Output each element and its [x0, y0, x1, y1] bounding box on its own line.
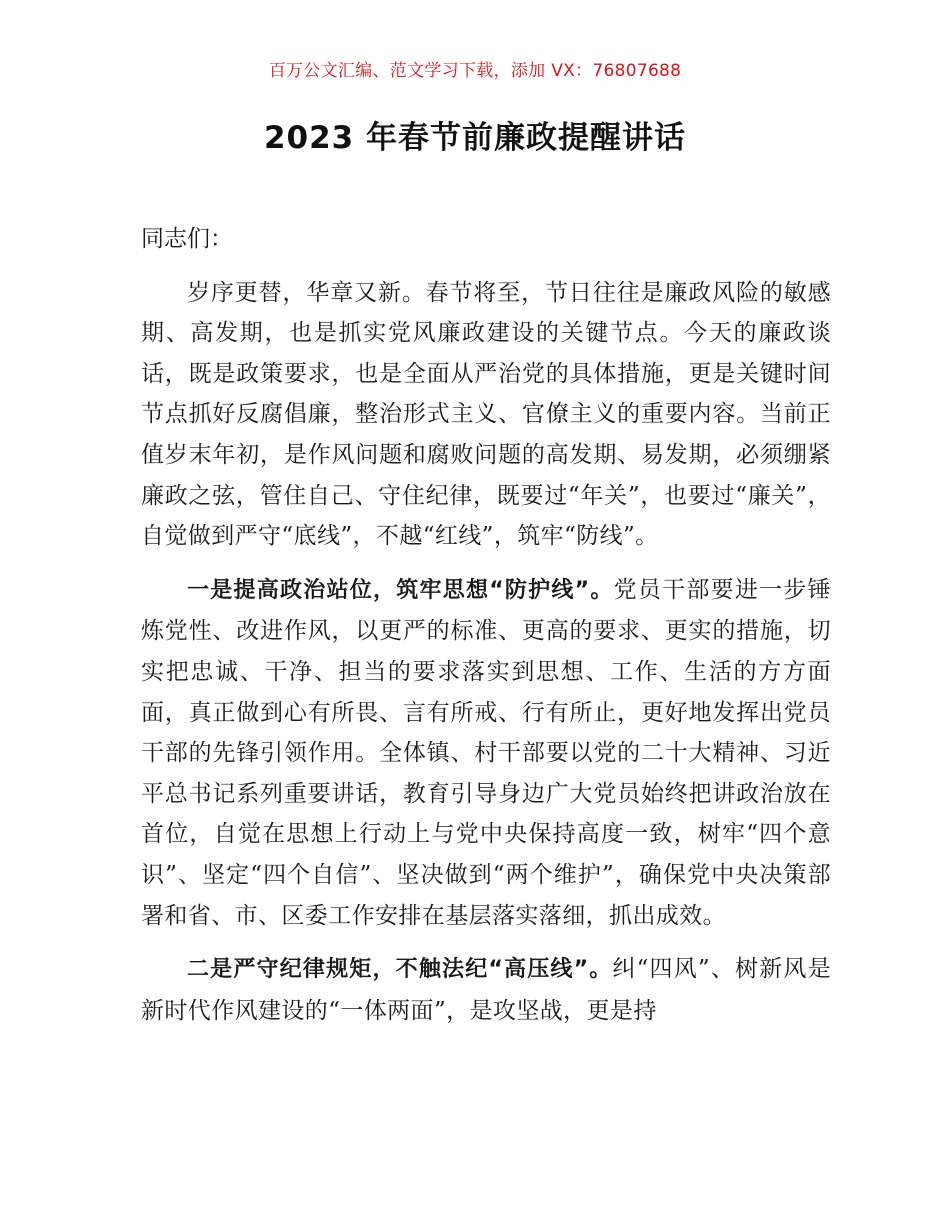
section-2-text: 纠“四风”、树新风是新时代作风建设的“一体两面”，是攻坚战，更是持	[141, 956, 831, 1024]
intro-paragraph: 岁序更替，华章又新。春节将至，节日往往是廉政风险的敏感期、高发期，也是抓实党风廉政建设的关键节点。今天的廉政谈话，既是政策要求，也是全面从严治党的具体措施，更是关键时间节点抓好反腐倡廉，整治形式主义、官僚主义的重要内容。当前正值岁末年初，是作风问题和腐败问题的高发期、易发期，必须绷紧廉政之弦，管住自己、守住纪律，既要过“年关”，也要过“廉关”，自觉做到严守“底线”，不越“红线”，筑牢“防线”。	[141, 279, 831, 550]
section-1-heading: 一是提高政治站位，筑牢思想“防护线”。	[187, 577, 614, 603]
watermark-banner: 百万公文汇编、范文学习下载，添加 VX：76807688	[268, 61, 682, 81]
section-1-text: 党员干部要进一步锤炼党性、改进作风，以更严的标准、更高的要求、更实的措施，切实把忠诚、干净、担当的要求落实到思想、工作、生活的方方面面，真正做到心有所畏、言有所戒、行有所止，更好地发挥出党员干部的先锋引领作用。全体镇、村干部要以党的二十大精神、习近平总书记系列重要讲话，教育引导身边广大党员始终把讲政治放在首位，自觉在思想上行动上与党中央保持高度一致，树牢“四个意识”、坚定“四个自信”、坚决做到“两个维护”，确保党中央决策部署和省、市、区委工作安排在基层落实落细，抓出成效。	[141, 576, 831, 929]
page-title: 2023 年春节前廉政提醒讲话	[263, 120, 687, 156]
section-2-paragraph	[141, 949, 831, 1031]
document-body	[141, 219, 831, 1044]
section-2-heading: 二是严守纪律规矩，不触法纪“高压线”。	[187, 957, 613, 983]
section-1-paragraph	[141, 570, 831, 936]
salutation: 同志们：	[141, 226, 233, 252]
